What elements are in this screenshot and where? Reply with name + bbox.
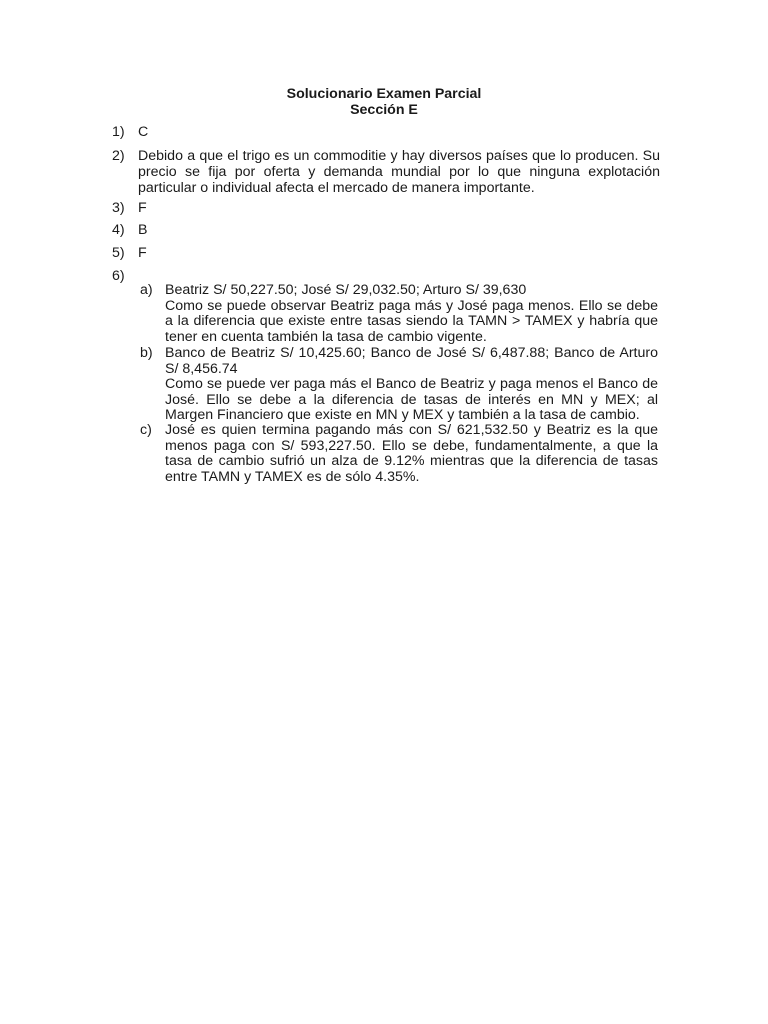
answer-text: F [138, 245, 147, 261]
sub-answer-explanation: José es quien termina pagando más con S/ 621,532.50 y Beatriz es la que menos paga con S/ 593,227.50. Ello se debe, fundamentalmente, a que la tasa de cambio sufrió un alza de 9.12% mientras que la diferencia de tasas entre TAMN y TAMEX es de sólo 4.35%. [165, 422, 658, 485]
answer-number: 1) [112, 124, 125, 140]
sub-answer-letter: b) [140, 345, 153, 361]
sub-answer-letter: a) [140, 282, 153, 298]
answer-text: Debido a que el trigo es un commoditie y hay diversos países que lo producen. Su precio se fija por oferta y demanda mundial por lo que ninguna explotación particular o individual afecta el mercado de manera importante. [138, 148, 660, 196]
sub-answer-explanation: Como se puede ver paga más el Banco de Beatriz y paga menos el Banco de José. Ello se debe a la diferencia de tasas de interés en MN y MEX; al Margen Financiero que existe en MN y MEX y también a la tasa de cambio. [165, 376, 658, 424]
answer-number: 2) [112, 148, 125, 164]
sub-answer-values: Beatriz S/ 50,227.50; José S/ 29,032.50; Arturo S/ 39,630 [165, 282, 527, 298]
answer-number: 6) [112, 268, 125, 284]
answer-text: F [138, 200, 147, 216]
sub-answer-letter: c) [140, 422, 152, 438]
answer-number: 4) [112, 222, 125, 238]
answer-text: C [138, 124, 149, 140]
document-title: Solucionario Examen Parcial [286, 86, 482, 102]
answer-number: 5) [112, 245, 125, 261]
sub-answer-values: Banco de Beatriz S/ 10,425.60; Banco de José S/ 6,487.88; Banco de Arturo S/ 8,456.74 [165, 345, 658, 377]
answer-number: 3) [112, 200, 125, 216]
answer-text: B [138, 222, 148, 238]
document-subtitle: Sección E [350, 102, 418, 118]
sub-answer-explanation: Como se puede observar Beatriz paga más y José paga menos. Ello se debe a la diferencia que existe entre tasas siendo la TAMN > TAMEX y habría que tener en cuenta también la tasa de cambio vigente. [165, 297, 658, 345]
